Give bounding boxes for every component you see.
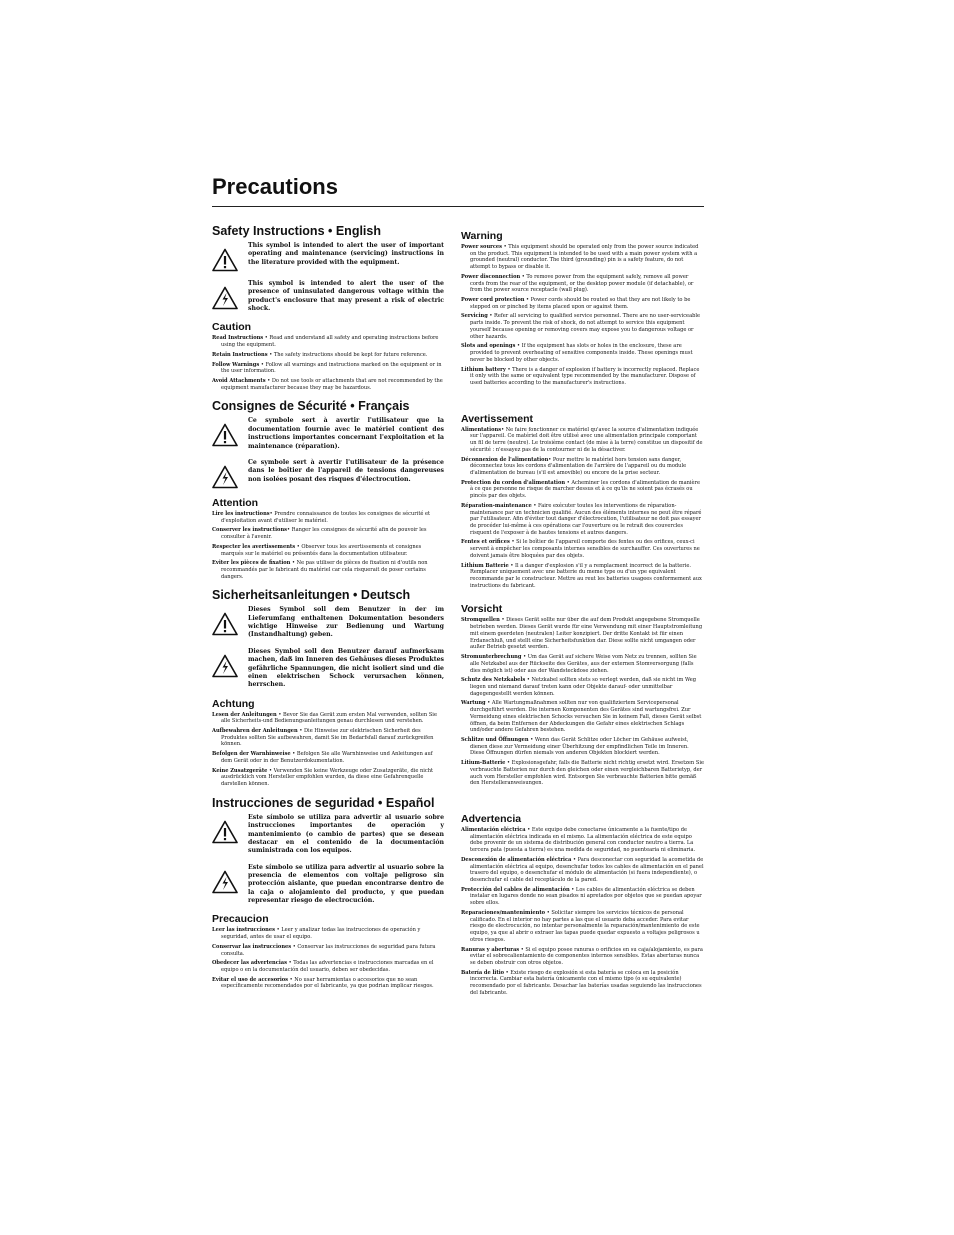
english-heading: Safety Instructions • English — [212, 224, 381, 238]
list-item: Conserver les instructions• Ranger les consignes de sécurité afin de pouvoir les consulter à l'avenir. — [212, 527, 427, 541]
list-item: Servicing • Refer all servicing to qualified service personnel. There are no user-serviceable parts inside. To prevent the risk of shock, do not attempt to service this equipment yourself because opening or removing covers may expose you to dangerous voltage or other hazards. — [461, 313, 701, 340]
list-item: Protection du cordon d'alimentation • Acheminer les cordons d'alimentation de manière à ce que personne ne risque de marcher dessus et à ce qu'ils ne soient pas écrasés ou pincés par des objets. — [461, 479, 700, 500]
electric-shock-icon — [212, 286, 238, 310]
list-item: Litium-Batterie • Explosionsgefahr, falls die Batterie nicht richtig ersetzt wird. Ersetzen Sie verbrauchte Batterien nur durch den gleichen oder einen vergleichbaren Batterietyp, der auch vom Hersteller empfohlen wird. Entsorgen Sie verbrauchte Batterien bitte gemäß den Herstelleranweisungen. — [461, 760, 704, 787]
list-item: Batería de litio • Existe riesgo de explosión si esta batería se coloca en la posición incorrecta. Cambiar esta batería únicamente con el mismo tipo (o su equivalente) recomendado por el fabricante. Desachar las baterías usadas seguiendo las instrucciones del fabricante. — [461, 969, 702, 996]
german-warning-section — [461, 603, 704, 787]
warning-triangle-icon — [212, 423, 238, 447]
spanish-heading: Instrucciones de seguridad • Español — [212, 795, 435, 810]
list-item: Desconexión de alimentación eléctrica • Para desconectar con seguridad la acometida de alimentación eléctrica al equipo, desenchufar todos los cables de alimentación en el panel trasero del equipo, o desenchufar el módulo de alimentación (si fuera independiente), o desenchufar el cable del receptáculo de la pared. — [461, 856, 704, 884]
warning-triangle-icon — [212, 820, 238, 844]
spanish-caution-heading: Precaucion — [212, 913, 269, 926]
french-symbol-attention — [212, 417, 444, 450]
list-item: Reparaciones/mantenimiento • Solicitar siempre los servicios técnicos de personal calificado. En el interior no hay partes a las que el usuario deba acceder. Para evitar riesgo de electrocución, no intentar personalmente la reparación/mantenimiento de este equipo, ya que al abrir o extraer las tapas puede quedar expuesto a voltajes peligrosos u otros riesgos. — [461, 909, 700, 943]
german-caution-list — [212, 712, 444, 788]
list-item: Eviter les pièces de fixation • Ne pas utiliser de pièces de fixation ni d'outils non recommandés par le fabricant du matériel car cela risquerait de poser certains dangers. — [212, 560, 428, 580]
french-caution-list — [212, 511, 444, 580]
page-title: Precautions — [212, 174, 338, 199]
warning-triangle-icon — [212, 248, 238, 272]
list-item: Befolgen der Warnhinweise • Befolgen Sie alle Warnhinweise und Anleitungen auf dem Gerät oder in der Benutzerdokumentation. — [212, 751, 433, 764]
list-item: Lesen der Anleitungen • Bevor Sie das Gerät zum ersten Mal verwenden, sollten Sie alle Sicherheits-und Bedienungsanleitungen genau durchlesen und verstehen. — [212, 711, 437, 725]
french-warning-section — [461, 413, 704, 590]
right-column — [461, 230, 704, 1005]
french-caution-heading: Attention — [212, 496, 259, 509]
list-item: Power sources • This equipment should be operated only from the power source indicated on the product. This equipment is intended to be used with a main power system with a grounded (neutral) conductor. The third (grounding) pin is a safety feature, do not attempt to bypass or disable it. — [461, 244, 699, 271]
german-section — [212, 588, 444, 787]
english-symbol-shock — [212, 280, 444, 313]
german-symbol-attention — [212, 606, 444, 639]
left-column — [212, 224, 444, 998]
german-heading: Sicherheitsanleitungen • Deutsch — [212, 588, 411, 603]
english-caution-list — [212, 335, 444, 391]
list-item: Keine Zusatzgeräte • Verwenden Sie keine Werkzeuge oder Zusatzgeräte, die nicht ausdrücklich vom Hersteller empfohlen wurden, da diese eine Gefahrenquelle darstellen können. — [212, 767, 434, 788]
list-item: Réparation-maintenance • Faire exécuter toutes les interventions de réparation-maintenance par un technicien qualifié. Aucun des éléments internes ne peut être réparé par l'utilisateur. Afin d'éviter tout danger d'électrocution, l'utilisateur ne doit pas essayer de procéder lui-même à ces opérations car l'ouverture ou le retrait des couvercles risquent de l'exposer à de hautes tensions et autres dangers. — [461, 502, 702, 536]
english-caution-heading: Caution — [212, 321, 252, 334]
list-item: Déconnexion de l'alimentation• Pour mettre le matériel hors tension sans danger, déconnectez tous les cordons d'alimentation de l'arrière de l'appareil ou du module d'alimentation de bureau (s'il est amovible) ou encore de la prise secteur. — [461, 456, 687, 476]
list-item: Lithium Batterie • Il a danger d'explosion s'il y a remplacment incorrect de la batterie. Remplacer uniquement avec une batterie du meme type ou d'un ype equivalent recommande par le constructeur. Mettre au reut les batteries usagees conformement aux instructions du fabricant. — [461, 562, 702, 589]
warning-triangle-icon — [212, 612, 238, 636]
german-symbol-shock — [212, 648, 444, 690]
electric-shock-icon — [212, 870, 238, 894]
list-item: Stromquellen • Dieses Gerät sollte nur über die auf dem Produkt angegebene Stromquelle betrieben werden. Dieses Gerät wurde für eine Verwendung mit einer Hauptstromleitung mit einem geerdeten (neutralen) Leiter konzipiert. Der dritte Kontakt ist für einen Erdanschluß, und stellt eine Sicherheitsfunktion dar. Diese sollte nicht umgangen oder außer Betrieb gesetzt werden. — [461, 617, 703, 651]
english-symbol2-text: This symbol is intended to alert the user of the presence of uninsulated dangerous voltage within the product's enclosure that may present a risk of electric shock. — [248, 280, 444, 313]
list-item: Wartung • Alle Wartungmaßnahmen sollten nur von qualifiziertem Servicepersonal durchgeführt werden. Die internen Komponenten des Gerätes sind wartungsfrei. Zur Vermeidung eines elektrischen Schocks versuchen Sie in keinem Fall, dieses Gerät selbst öffnen, da beim Entfernen der Abdeckungen die Gefahr eines elektrischen Schlags und/oder andere Gefahren bestehen. — [461, 700, 702, 734]
french-symbol-shock — [212, 459, 444, 489]
list-item: Ranuras y aberturas • Si el equipo posee ranuras o orificios en su caja/alojamiento, es para evitar el sobrecalientamiento de componentes internos sensibles. Estas aberturas nunca se deben obstruir con otros objetos. — [461, 946, 703, 966]
english-warning-heading: Warning — [461, 230, 503, 242]
electric-shock-icon — [212, 654, 238, 678]
list-item: Retain Instructions • The safety instructions should be kept for future reference. — [212, 351, 428, 358]
list-item: Lire les instructions• Prendre connaissance de toutes les consignes de sécurité et d'exploitation avant d'utiliser le matériel. — [212, 510, 431, 524]
german-caution-heading: Achtung — [212, 697, 255, 710]
list-item: Conservar las instrucciones • Conservar las instrucciones de seguridad para futura consulta. — [212, 943, 436, 957]
english-symbol1-text: This symbol is intended to alert the user of important operating and maintenance (servicing) instructions in the literature provided with the equipment. — [248, 242, 444, 266]
german-symbol2-text: Dieses Symbol soll den Benutzer darauf aufmerksam machen, daß im Inneren des Gehäuses dieses Produktes gefährliche Spannungen, die nicht isoliert sind und die einen elektrischen Schock verursachen können, herrschen. — [248, 647, 444, 689]
list-item: Slots and openings • If the equipment has slots or holes in the enclosure, these are provided to prevent overheating of sensitive components inside. These openings must never be blocked by other objects. — [461, 343, 693, 363]
spanish-section — [212, 796, 444, 990]
spanish-symbol-shock — [212, 864, 444, 906]
list-item: Respecter les avertissements • Observer tous les avertissements et consignes marqués sur le matériel ou présentés dans la documentation utilisateur. — [212, 543, 422, 557]
english-section — [212, 224, 444, 391]
list-item: Alimentación eléctrica • Este equipo debe conectarse únicamente a la fuente/tipo de alimentación eléctrica indicada en el mismo. La alimentación eléctrica de este equipo debe provenir de un sistema de distribución general con conductor neutro a tierra. La tercera pata (puesta a tierra) es una medida de seguridad, no puentearia ni eliminaria. — [461, 827, 696, 854]
list-item: Schutz des Netzkabels • Netzkabel sollten stets so verlegt werden, daß sie nicht im Weg liegen und niemand darauf treten kann oder Objekte darauf- oder unmittelbar dagegengestellt werden können. — [461, 677, 697, 697]
list-item: Stromunterbrechung • Um das Gerät auf sichere Weise vom Netz zu trennen, sollten Sie alle Netzkabel aus der Rückseite des Gerätes, aus der externen Stomversorgung (falls dies möglich ist) oder aus der Wandsteckdose ziehen. — [461, 654, 697, 674]
german-warning-heading: Vorsicht — [461, 603, 503, 616]
spanish-warning-heading: Advertencia — [461, 813, 522, 825]
list-item: Avoid Attachments • Do not use tools or attachments that are not recommended by the equipment manufacturer because they may be hazardous. — [212, 378, 443, 391]
german-symbol1-text: Dieses Symbol soll dem Benutzer in der im Lieferumfang enthaltenen Dokumentation besonders wichtige Hinweise zur Bedienung und Wartung (Instandhaltung) geben. — [248, 606, 444, 639]
spanish-warning-section — [461, 813, 704, 997]
english-warning-section — [461, 230, 704, 387]
list-item: Power cord protection • Power cords should be routed so that they are not likely to be stepped on or pinched by items placed upon or against them. — [461, 297, 691, 310]
spanish-symbol-attention — [212, 814, 444, 856]
spanish-caution-list — [212, 927, 444, 990]
french-section — [212, 399, 444, 580]
electric-shock-icon — [212, 465, 238, 489]
list-item: Alimentations• Ne faire fonctionner ce matériel qu'avec la source d'alimentation indiquée sur l'appareil. Ce matériel doit être utilisé avec une alimentation principale comportant un fil de terre (neutre). Le troisième contact (de mise à la terre) constitue un dispositif de sécurité : n'essayez pas de la contourner ni de la désactiver. — [461, 426, 703, 453]
list-item: Leer las instrucciones • Leer y analizar todas las instrucciones de operación y seguridad, antes de usar el equipo. — [212, 927, 421, 941]
french-warning-heading: Avertissement — [461, 412, 533, 425]
list-item: Obedecer las advertencias • Todas las advertencias e instrucciones marcadas en el equipo o en la documentación del usuario, deben ser obedecidas. — [212, 960, 434, 973]
spanish-symbol1-text: Este símbolo se utiliza para advertir al usuario sobre instrucciones importantes de operación y mantenimiento (o cambio de partes) que se desean destacar en el contenido de la documentación suministrada con los equipos. — [248, 813, 444, 855]
list-item: Schlitze und Öffnungen • Wenn das Gerät Schlitze oder Löcher im Gehäuse aufweist, dienen diese zur Vermeidung einer Überhitzung der empfindlichen Teile im Inneren. Diese Öffnungen dürfen niemals von anderen Objekten blockiert werden. — [461, 736, 689, 757]
spanish-symbol2-text: Este símbolo se utiliza para advertir al usuario sobre la presencia de elementos con voltaje peligroso sin protección aislante, que puedan encontrarse dentro de la caja o alojamiento del producto, y que puedan representar riesgo de electrocución. — [248, 863, 444, 905]
list-item: Power disconnection • To remove power from the equipment safely, remove all power cords from the rear of the equipment, or the desktop power module (if detachable), or from the power source receptacle (wall plug). — [461, 273, 694, 294]
french-symbol1-text: Ce symbole sert à avertir l'utilisateur que la documentation fournie avec le matériel contient des instructions importantes concernant l'exploitation et la maintenance (réparation). — [248, 417, 444, 450]
list-item: Fentes et orifices • Si le boîtier de l'appareil comporte des fentes ou des orifices, ceux-ci servent à empêcher les composants internes sensibles de surchauffer. Ces ouvertures ne doivent jamais être bloquées par des objets. — [461, 539, 700, 559]
french-heading: Consignes de Sécurité • Français — [212, 399, 410, 414]
list-item: Evitar el uso de accesorios • No usar herramientas o accesorios que no sean específicamente recomendados por el fabricante, ya que podrian implicar riesgos. — [212, 976, 434, 990]
list-item: Read Instructions • Read and understand all safety and operating instructions before using the equipment. — [212, 335, 439, 349]
list-item: Aufbewahren der Anleitungen • Die Hinweise zur elektrischen Sicherheit des Produktes sollten Sie aufbewahren, damit Sie im Bedarfsfall darauf zurückgreifen können. — [212, 728, 434, 748]
english-symbol-attention — [212, 242, 444, 272]
list-item: Lithium battery • There is a danger of explosion if battery is incorrectly replaced. Replace it only with the same or equivalent type recommended by the manufacturer. Dispose of used batteries according to the manufacturer's instructions. — [461, 366, 700, 386]
list-item: Follow Warnings • Follow all warnings and instructions marked on the equipment or in the user information. — [212, 361, 442, 375]
title-rule — [212, 206, 704, 207]
french-symbol2-text: Ce symbole sert à avertir l'utilisateur de la présence dans le boîtier de l'appareil de tensions dangereuses non isolées posant des risques d'électrocution. — [248, 458, 444, 483]
list-item: Protección del cables de alimentación • Los cables de alimentación eléctrica se deben instalar en lugares donde no sean pisados ni apretados por objetos que se puedan apoyar sobre ellos. — [461, 886, 702, 907]
